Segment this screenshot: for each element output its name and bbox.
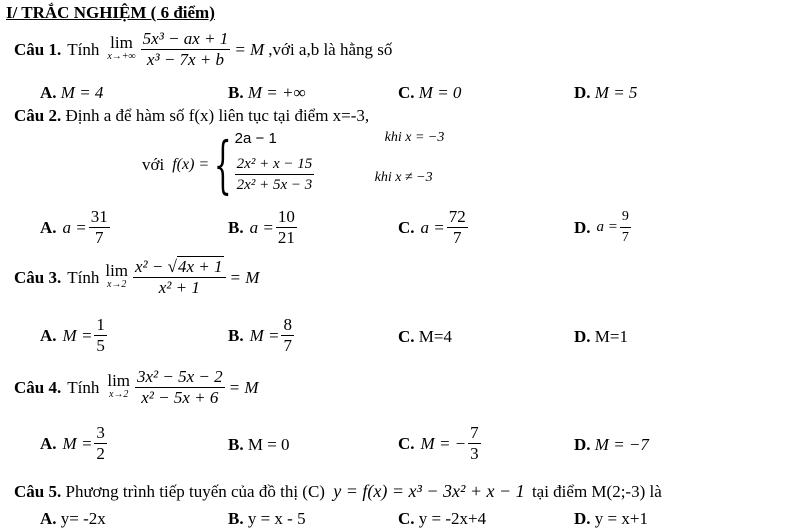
question-4 — [14, 368, 259, 407]
answer-numerator: 10 — [277, 207, 295, 226]
answer-text: M = +∞ — [247, 83, 306, 102]
answer-denominator: 2 — [96, 444, 105, 463]
piecewise-cases — [235, 130, 475, 200]
case-2-denominator: 2x² + 5x − 3 — [236, 177, 313, 193]
answer-text: M=1 — [594, 327, 628, 346]
answer-denominator: 21 — [277, 228, 295, 247]
piecewise-function — [142, 130, 475, 200]
section-title: I/ TRẮC NGHIỆM ( 6 điểm) — [6, 3, 215, 22]
answer-numerator: 8 — [283, 315, 292, 334]
answer-3b[interactable] — [228, 316, 296, 355]
question-5-text: Phương trình tiếp tuyến của đồ thị (C) — [65, 482, 325, 501]
question-1 — [14, 30, 392, 69]
answer-1b[interactable] — [228, 83, 306, 103]
case-2-condition: khi x ≠ −3 — [374, 170, 433, 185]
numerator-part: x² − — [135, 257, 164, 276]
answer-numerator: 7 — [470, 423, 479, 442]
answer-lhs: M = — [249, 325, 280, 345]
answer-lhs: a = — [62, 217, 87, 237]
answer-text: y= -2x — [60, 509, 106, 528]
limit-word: lim — [107, 370, 131, 390]
answer-1a[interactable] — [40, 83, 103, 103]
answer-1d[interactable] — [574, 83, 637, 103]
answer-4c[interactable] — [398, 424, 483, 463]
case-2-fraction — [235, 155, 315, 194]
answer-text: M = 5 — [594, 83, 638, 102]
brace-icon: { — [214, 128, 232, 201]
answer-label: A. — [40, 83, 57, 102]
answer-numerator: 9 — [620, 208, 631, 228]
case-2-numerator: 2x² + x − 15 — [235, 155, 315, 175]
fraction-denominator: x² − 5x + 6 — [141, 388, 219, 407]
answer-text: M = 0 — [418, 83, 462, 102]
answer-denominator: 7 — [283, 336, 292, 355]
answer-label: D. — [574, 435, 591, 454]
question-5 — [14, 481, 662, 502]
limit-operator — [107, 370, 131, 402]
answer-lhs: a = — [596, 219, 618, 235]
question-5-label: Câu 5. — [14, 482, 62, 501]
answer-2d[interactable] — [574, 208, 633, 247]
question-1-label: Câu 1. — [14, 39, 62, 59]
answer-label: B. — [228, 509, 244, 528]
answer-numerator: 72 — [448, 207, 466, 226]
limit-word: lim — [110, 32, 133, 52]
answer-text: y = x+1 — [594, 509, 648, 528]
answer-label: A. — [40, 433, 57, 453]
piecewise-fx: f(x) = — [172, 156, 210, 173]
limit-subscript: x→2 — [108, 388, 129, 400]
answer-text: M = 4 — [60, 83, 104, 102]
answer-2c[interactable] — [398, 208, 470, 247]
answer-label: D. — [574, 217, 591, 237]
question-1-tail: ,với a,b là hằng số — [268, 39, 393, 59]
answer-label: C. — [398, 327, 415, 346]
answer-text: M = −7 — [594, 435, 649, 454]
question-4-lead: Tính — [67, 377, 100, 397]
answer-label: B. — [228, 435, 244, 454]
fraction-denominator: x³ − 7x + b — [146, 50, 225, 69]
answer-text: y = -2x+4 — [418, 509, 487, 528]
answer-5a[interactable] — [40, 509, 106, 529]
answer-label: A. — [40, 325, 57, 345]
question-3-lead: Tính — [67, 267, 100, 287]
answer-lhs: a = — [420, 217, 445, 237]
answer-denominator: 7 — [621, 230, 629, 245]
answer-label: D. — [574, 327, 591, 346]
question-1-lead: Tính — [67, 39, 100, 59]
answer-2a[interactable] — [40, 208, 112, 247]
fraction-numerator: 5x³ − ax + 1 — [142, 29, 229, 48]
question-1-rhs: = M — [234, 39, 265, 59]
fraction-numerator: x² − √4x + 1 — [133, 258, 226, 278]
answer-label: A. — [40, 217, 57, 237]
answer-label: B. — [228, 217, 244, 237]
answer-3a[interactable] — [40, 316, 109, 355]
question-2-label: Câu 2. — [14, 106, 62, 125]
case-1-condition: khi x = −3 — [384, 130, 445, 145]
answer-5b[interactable] — [228, 509, 306, 529]
fraction-numerator: 3x² − 5x − 2 — [137, 367, 223, 386]
question-4-rhs: = M — [228, 377, 259, 397]
answer-text: M=4 — [418, 327, 452, 346]
limit-operator — [107, 32, 136, 64]
answer-text: y = x - 5 — [247, 509, 306, 528]
piecewise-voi: với — [142, 155, 165, 174]
answer-label: A. — [40, 509, 57, 528]
question-2 — [14, 106, 369, 126]
answer-3d[interactable] — [574, 327, 628, 347]
answer-denominator: 5 — [96, 336, 105, 355]
answer-lhs: M = − — [420, 433, 467, 453]
fraction-denominator: x² + 1 — [158, 278, 200, 297]
question-4-label: Câu 4. — [14, 377, 62, 397]
answer-numerator: 31 — [90, 207, 108, 226]
answer-numerator: 3 — [96, 423, 105, 442]
case-1-expression: 2a − 1 — [234, 130, 277, 147]
answer-4a[interactable] — [40, 424, 109, 463]
answer-4b[interactable] — [228, 435, 290, 455]
answer-label: C. — [398, 217, 415, 237]
answer-3c[interactable] — [398, 327, 452, 347]
answer-5c[interactable] — [398, 509, 486, 529]
question-3-fraction — [133, 258, 226, 297]
answer-label: C. — [398, 433, 415, 453]
question-4-fraction — [135, 368, 225, 407]
answer-1c[interactable] — [398, 83, 461, 103]
answer-denominator: 7 — [95, 228, 104, 247]
question-5-formula: y = f(x) = x³ − 3x² + x − 1 — [333, 481, 525, 501]
answer-4d[interactable] — [574, 435, 649, 455]
answer-denominator: 3 — [470, 444, 479, 463]
sqrt-radicand: 4x + 1 — [177, 257, 223, 276]
question-2-text: Định a để hàm số f(x) liên tục tại điểm x=-3, — [65, 106, 370, 125]
answer-text: M = 0 — [247, 435, 290, 454]
limit-operator — [105, 260, 129, 292]
answer-label: B. — [228, 325, 244, 345]
answer-lhs: M = — [62, 433, 93, 453]
question-5-tail: tại điểm M(2;-3) là — [531, 482, 662, 501]
question-3-rhs: = M — [229, 267, 260, 287]
limit-word: lim — [105, 260, 129, 280]
question-3-label: Câu 3. — [14, 267, 62, 287]
answer-numerator: 1 — [96, 315, 105, 334]
answer-2b[interactable] — [228, 208, 299, 247]
limit-subscript: x→+∞ — [107, 50, 136, 62]
answer-5d[interactable] — [574, 509, 648, 529]
answer-label: B. — [228, 83, 244, 102]
question-3 — [14, 258, 259, 297]
answer-label: D. — [574, 509, 591, 528]
answer-lhs: M = — [62, 325, 93, 345]
question-1-fraction — [141, 30, 231, 69]
answer-label: C. — [398, 509, 415, 528]
answer-denominator: 7 — [453, 228, 462, 247]
answer-label: D. — [574, 83, 591, 102]
answer-lhs: a = — [249, 217, 274, 237]
limit-subscript: x→2 — [106, 278, 127, 290]
answer-label: C. — [398, 83, 415, 102]
